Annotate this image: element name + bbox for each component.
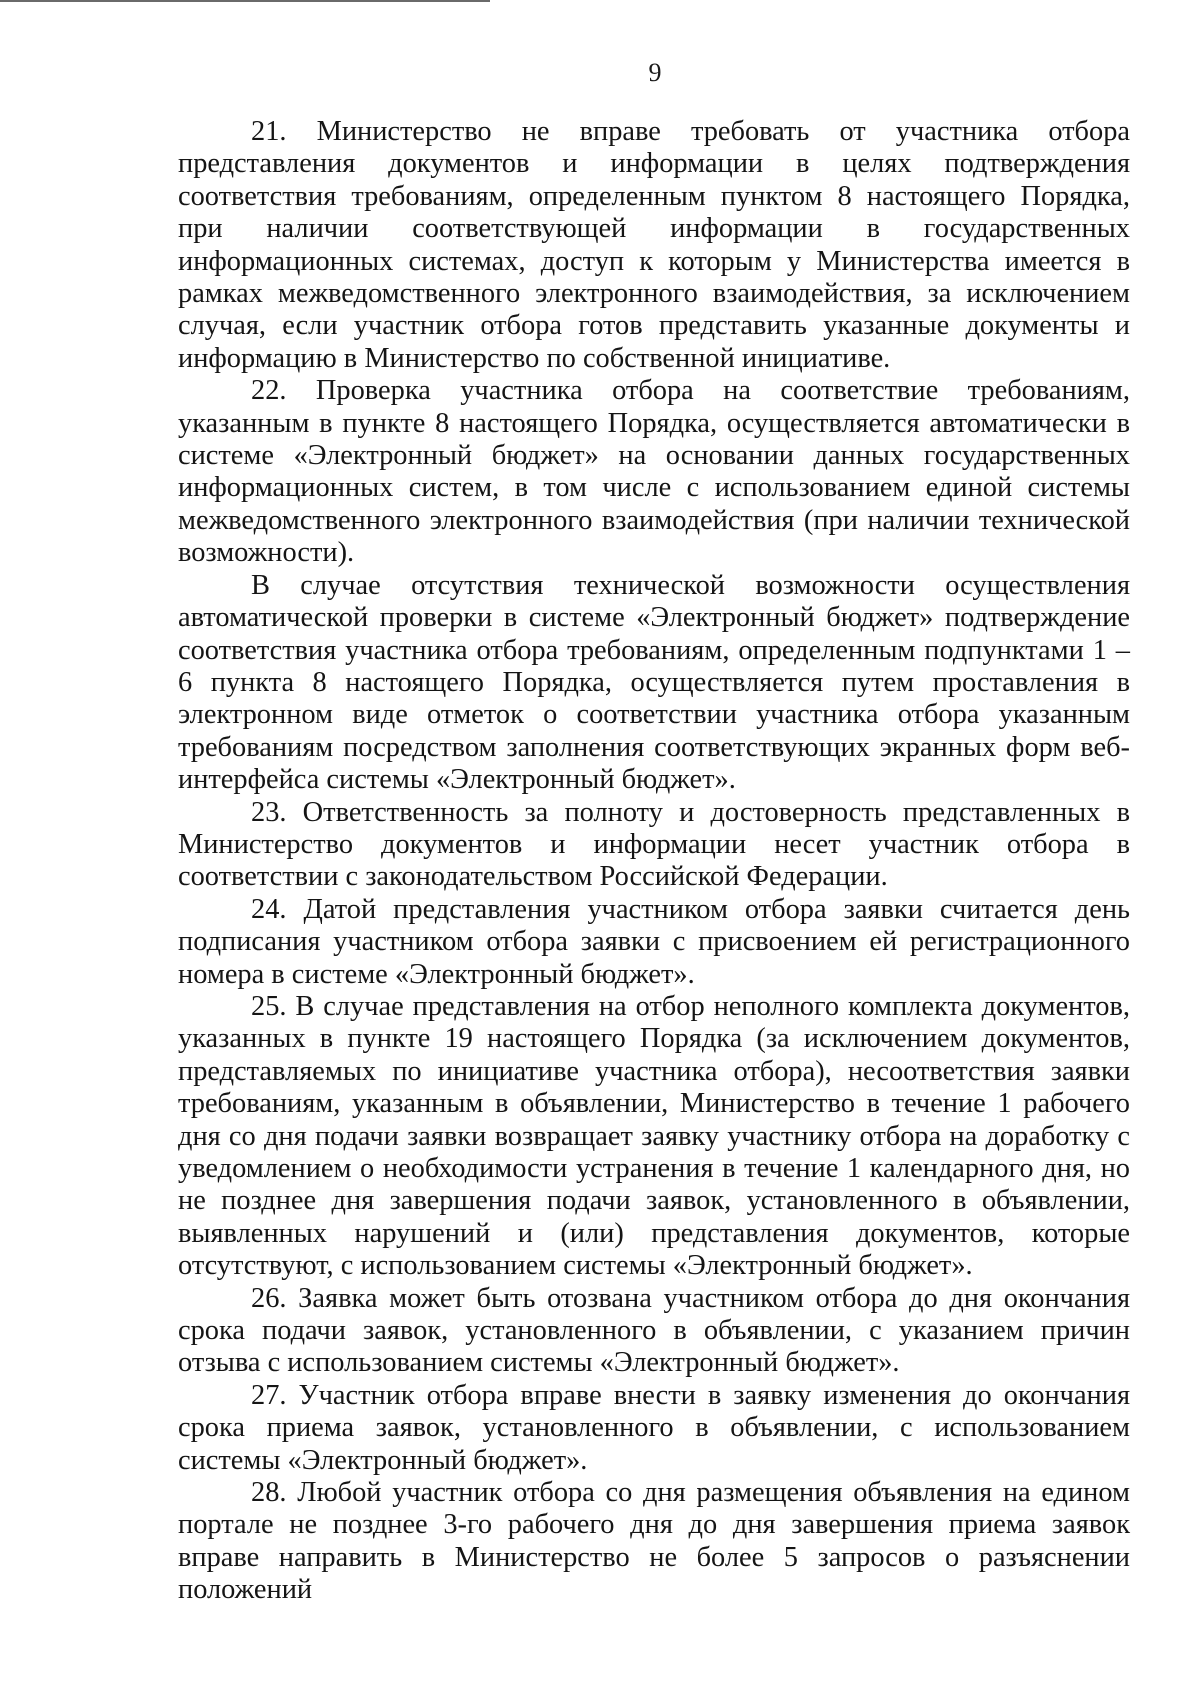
- scan-edge-rule: [0, 0, 490, 2]
- paragraph-22: 22. Проверка участника отбора на соответствие требованиям, указанным в пункте 8 настоящего Порядка, осуществляется автоматически в системе «Электронный бюджет» на основании данных государственных информационных систем, в том числе с использованием единой системы межведомственного электронного взаимодействия (при наличии технической возможности).: [178, 375, 1130, 569]
- paragraph-25: 25. В случае представления на отбор неполного комплекта документов, указанных в пункте 19 настоящего Порядка (за исключением документов, представляемых по инициативе участника отбора), несоответствия заявки требованиям, указанным в объявлении, Министерство в течение 1 рабочего дня со дня подачи заявки возвращает заявку участнику отбора на доработку с уведомлением о необходимости устранения в течение 1 календарного дня, но не позднее дня завершения подачи заявок, установленного в объявлении, выявленных нарушений и (или) представления документов, которые отсутствуют, с использованием системы «Электронный бюджет».: [178, 990, 1130, 1282]
- paragraph-28: 28. Любой участник отбора со дня размещения объявления на едином портале не позднее 3-го рабочего дня до дня завершения приема заявок вправе направить в Министерство не более 5 запросов о разъяснении положений: [178, 1477, 1130, 1606]
- paragraph-23: 23. Ответственность за полноту и достоверность представленных в Министерство документов и информации несет участник отбора в соответствии с законодательством Российской Федерации.: [178, 796, 1130, 893]
- paragraph-24: 24. Датой представления участником отбора заявки считается день подписания участником отбора заявки с присвоением ей регистрационного номера в системе «Электронный бюджет».: [178, 893, 1130, 990]
- page-number: 9: [648, 58, 662, 87]
- paragraph-27: 27. Участник отбора вправе внести в заявку изменения до окончания срока приема заявок, установленного в объявлении, с использованием системы «Электронный бюджет».: [178, 1379, 1130, 1476]
- paragraph-22-continued: В случае отсутствия технической возможности осуществления автоматической проверки в системе «Электронный бюджет» подтверждение соответствия участника отбора требованиям, определенным подпунктами 1 – 6 пункта 8 настоящего Порядка, осуществляется путем проставления в электронном виде отметок о соответствии участника отбора указанным требованиям посредством заполнения соответствующих экранных форм веб-интерфейса системы «Электронный бюджет».: [178, 569, 1130, 796]
- paragraph-21: 21. Министерство не вправе требовать от участника отбора представления документов и информации в целях подтверждения соответствия требованиям, определенным пунктом 8 настоящего Порядка, при наличии соответствующей информации в государственных информационных системах, доступ к которым у Министерства имеется в рамках межведомственного электронного взаимодействия, за исключением случая, если участник отбора готов представить указанные документы и информацию в Министерство по собственной инициативе.: [178, 116, 1130, 374]
- document-body: [178, 116, 1130, 1607]
- paragraph-26: 26. Заявка может быть отозвана участником отбора до дня окончания срока подачи заявок, установленного в объявлении, с указанием причин отзыва с использованием системы «Электронный бюджет».: [178, 1282, 1130, 1379]
